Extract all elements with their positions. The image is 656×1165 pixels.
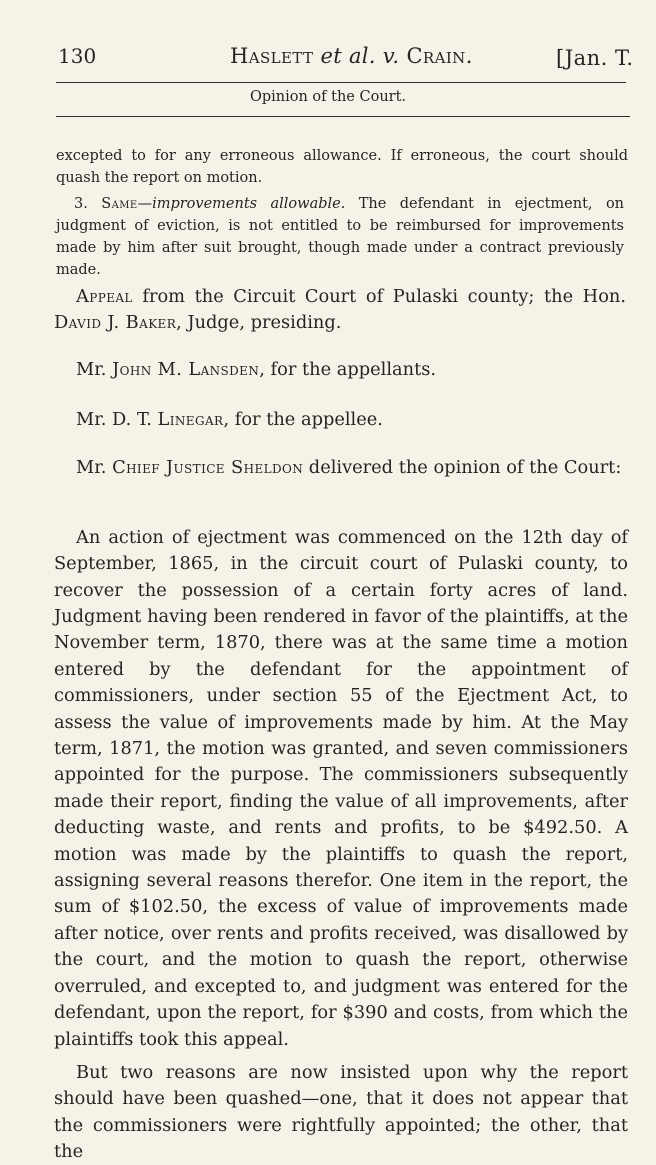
counsel-appellee-suffix: , for the appellee. bbox=[223, 408, 383, 430]
term-label: [Jan. T. bbox=[556, 46, 634, 70]
page-number: 130 bbox=[58, 44, 97, 68]
counsel-appellee-prefix: Mr. D. T. bbox=[76, 408, 158, 430]
case-title bbox=[230, 44, 473, 68]
counsel-appellants-suffix: , for the appellants. bbox=[259, 358, 436, 380]
headnote-number: 3. bbox=[74, 195, 88, 212]
counsel-appellants-name: John M. Lansden bbox=[112, 358, 260, 380]
counsel-appellants bbox=[54, 357, 626, 383]
header-rule-bottom bbox=[56, 116, 630, 117]
counsel-appellee-name: Linegar bbox=[157, 408, 224, 430]
delivered-justice: Chief Justice Sheldon bbox=[112, 456, 304, 478]
headnote-text: The defendant in ejectment, on judgment of eviction, is not entitled to be reimbursed for improvements made by him after suit brought, though made under a contract previously made. bbox=[56, 195, 625, 278]
running-header bbox=[56, 44, 636, 74]
appeal-paragraph bbox=[54, 284, 626, 337]
appeal-lead: Appeal bbox=[76, 285, 133, 307]
opinion-subheading: Opinion of the Court. bbox=[249, 89, 407, 105]
headnote-title: —improvements allowable. bbox=[137, 195, 346, 212]
header-rule-top bbox=[56, 82, 626, 83]
opinion-paragraph-2: But two reasons are now insisted upon why the report should have been quashed—one, that it does not appear that the commissioners were rightfully appointed; the other, that the bbox=[54, 1061, 628, 1163]
appeal-text: from the Circuit Court of Pulaski county; the Hon. bbox=[132, 285, 626, 307]
counsel-appellants-prefix: Mr. bbox=[76, 358, 113, 380]
counsel-appellee bbox=[54, 407, 626, 433]
judge-name: David J. Baker bbox=[54, 312, 177, 334]
headnote-label: Same bbox=[101, 195, 138, 212]
case-title-defendant: Crain. bbox=[399, 44, 473, 68]
appeal-text-end: , Judge, presiding. bbox=[176, 312, 342, 334]
headnote-continuation: excepted to for any erroneous allowance. If erroneous, the court should quash the report on motion. bbox=[56, 147, 628, 186]
opinion-paragraph-1: An action of ejectment was commenced on the 12th day of September, 1865, in the circuit court of Pulaski county, to recover the possession of a certain forty acres of land. Judgment having been rendered in favor of the plaintiffs, at the November term, 1870, there was at the same time a motion entered by the defendant for the appointment of commissioners, under section 55 of the Ejectment Act, to assess the value of improvements made by him. At the May term, 1871, the motion was granted, and seven commissioners appointed for the purpose. The commissioners subsequently made their report, finding the value of all improvements, after deducting waste, and rents and profits, to be $492.50. A motion was made by the plaintiffs to quash the report, assigning several reasons therefor. One item in the report, the sum of $102.50, the excess of value of improvements made after notice, over rents and profits received, was disallowed by the court, and the motion to quash the report, otherwise overruled, and excepted to, and judgment was entered for the defendant, upon the report, for $390 and costs, from which the plaintiffs took this appeal. bbox=[54, 526, 628, 1050]
delivered-prefix: Mr. bbox=[76, 456, 113, 478]
delivered-suffix: delivered the opinion of the Court: bbox=[303, 456, 622, 478]
case-title-plaintiff: Haslett bbox=[230, 44, 321, 68]
headnote-3 bbox=[56, 193, 624, 281]
opinion-delivered bbox=[54, 455, 626, 481]
case-title-etal: et al. v. bbox=[320, 44, 400, 68]
